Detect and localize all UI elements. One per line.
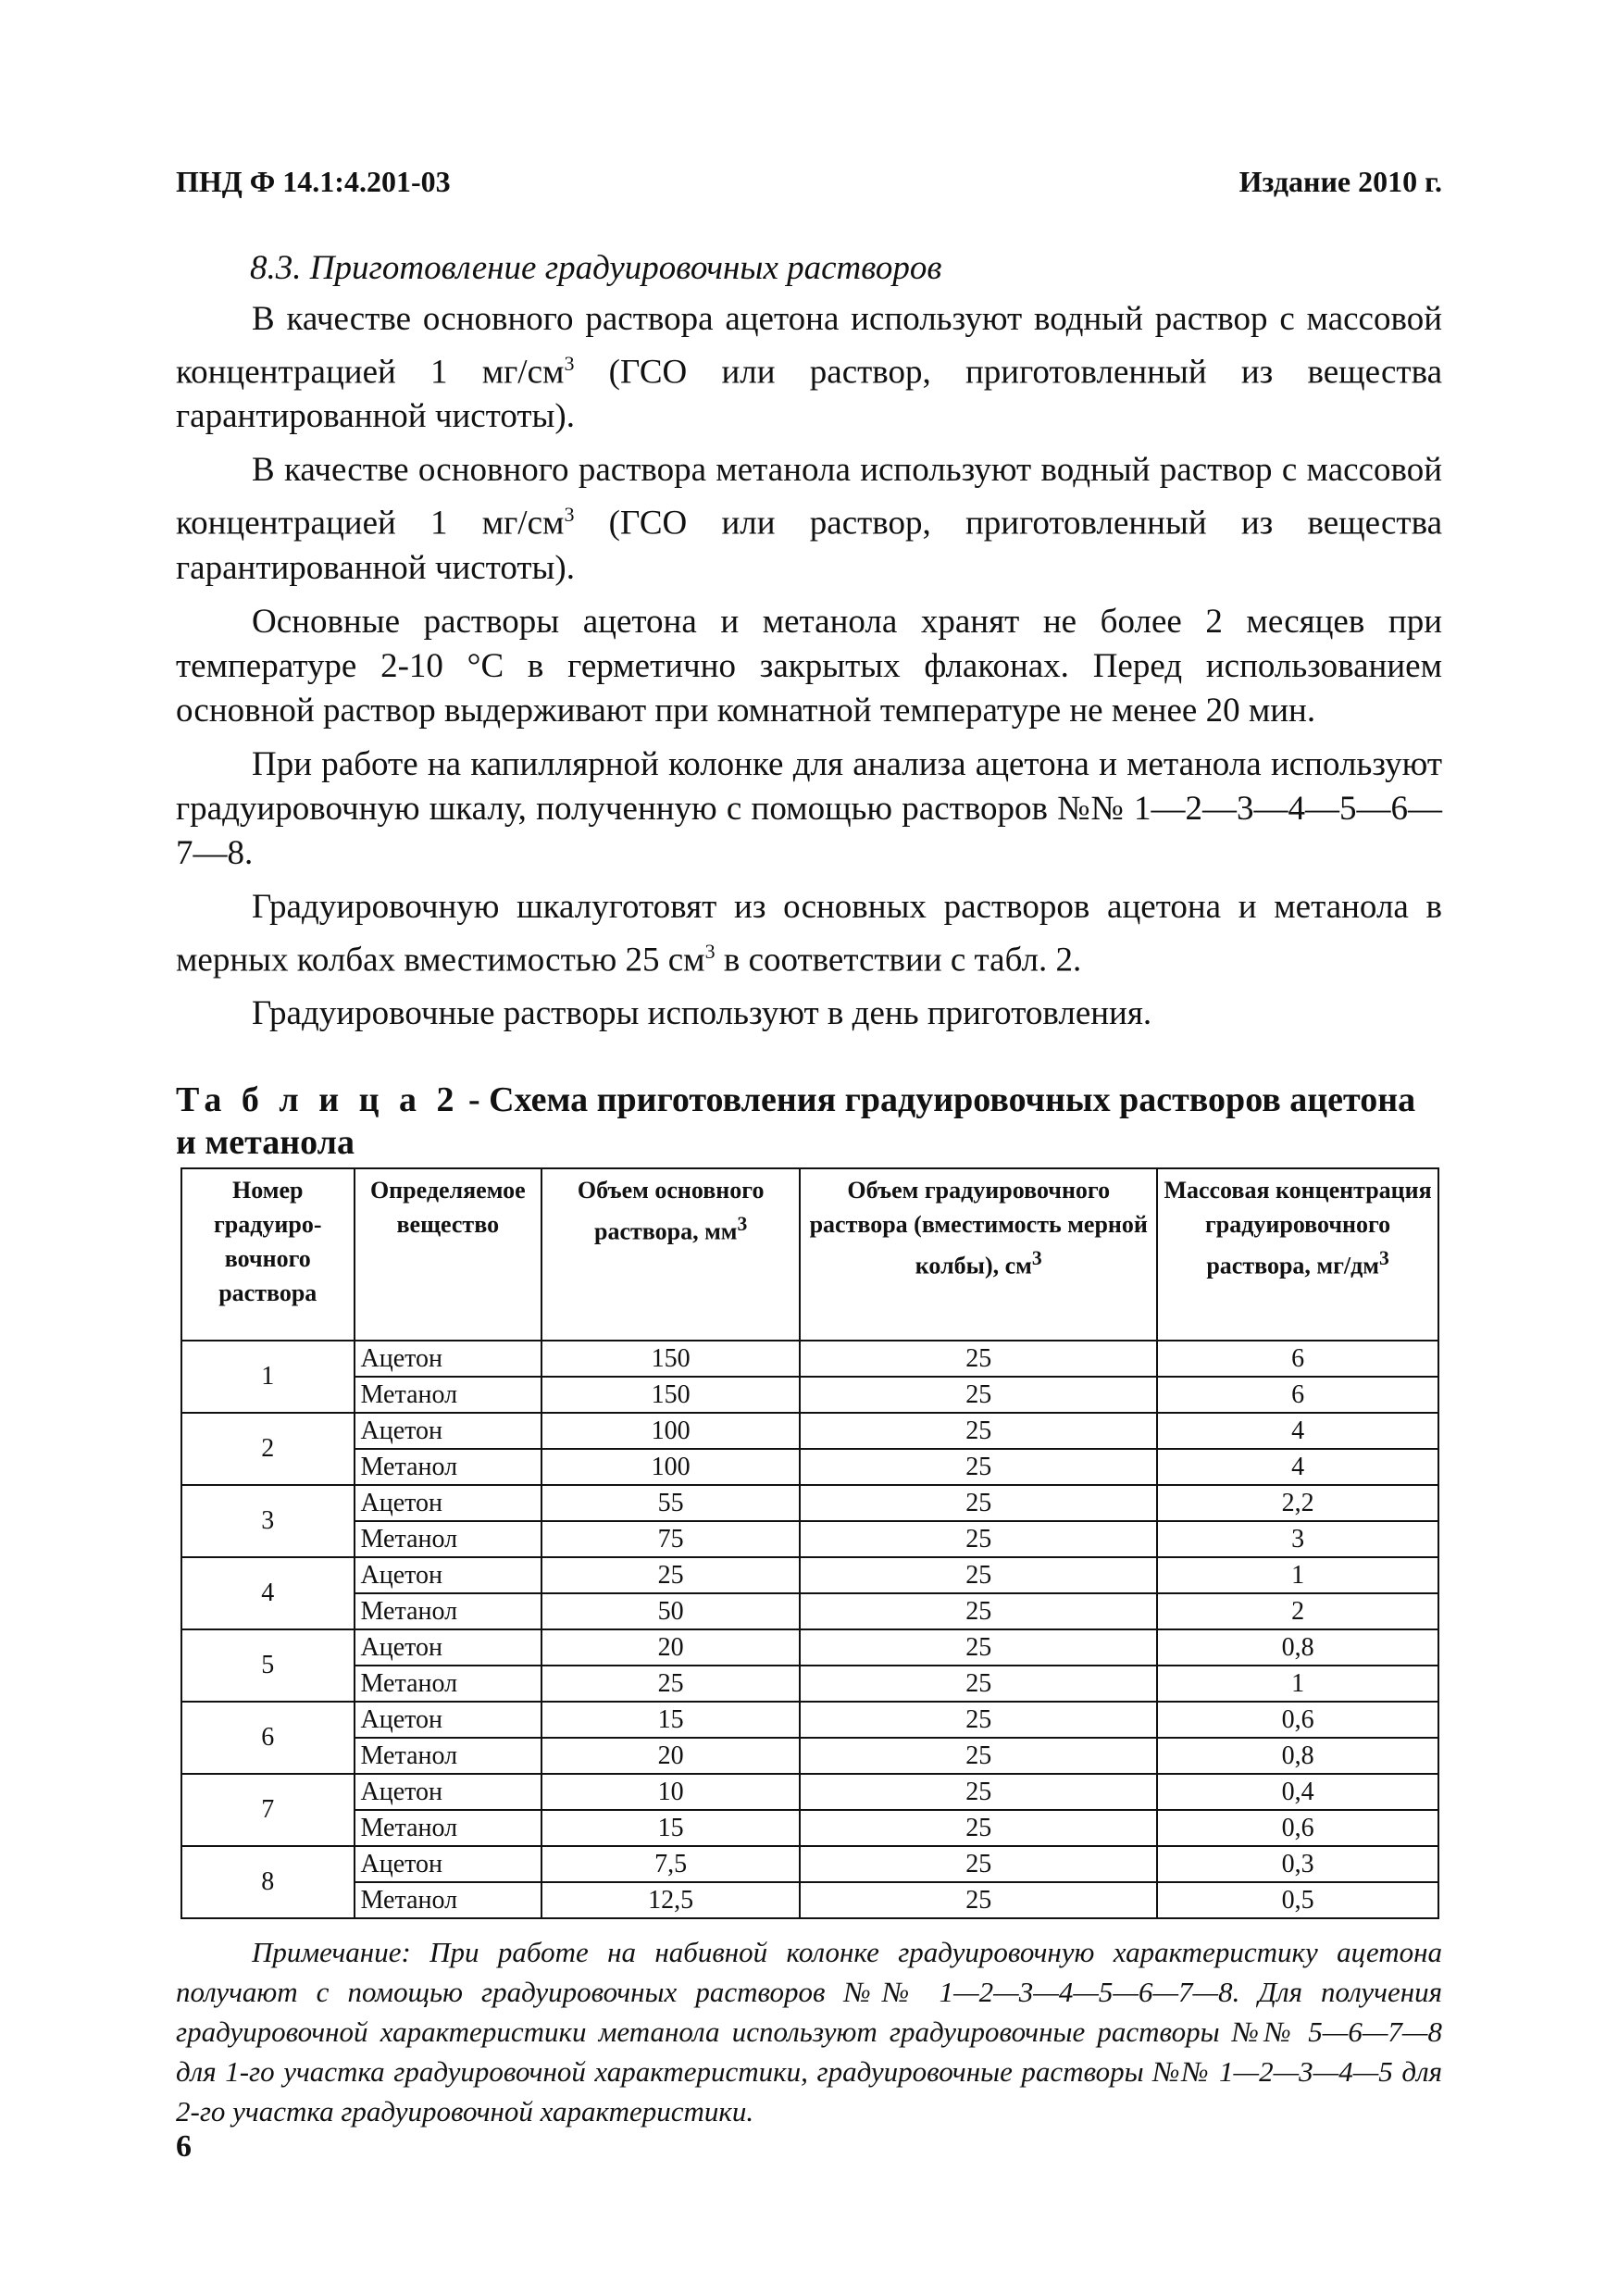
cell-concentration: 2,2 <box>1157 1485 1438 1521</box>
cell-flask-volume: 25 <box>800 1593 1157 1629</box>
table-row <box>181 1846 1438 1882</box>
paragraph-storage: Основные растворы ацетона и метанола хранят не более 2 месяцев при температуре 2-10 °С в герметично закрытых флаконах. Перед использованием основной раствор выдерживают при комнатной температуре не менее 20 мин. <box>176 602 1442 730</box>
table-row <box>181 1449 1438 1485</box>
table-row <box>181 1341 1438 1377</box>
table-row <box>181 1557 1438 1593</box>
edition-label: Издание 2010 г. <box>1238 165 1442 198</box>
cell-flask-volume: 25 <box>800 1666 1157 1702</box>
cell-concentration: 0,3 <box>1157 1846 1438 1882</box>
cell-flask-volume: 25 <box>800 1738 1157 1774</box>
paragraph-methanol-stock: В качестве основного раствора метанола используют водный раствор с массовой концентрацией 1 $мг/см^3$ (ГСО или раствор, приготовленный из вещества гарантированной чистоты). <box>176 451 1442 587</box>
cell-concentration: 6 <box>1157 1377 1438 1413</box>
cell-concentration: 0,5 <box>1157 1882 1438 1918</box>
cell-solution-number: 8 <box>181 1846 355 1918</box>
table-note: Примечание: При работе на набивной колонке градуировочную характеристику ацетона получают с помощью градуировочных растворов №№ 1—2—3—4—5—6—7—8. Для получения градуировочной характеристики метанола используют градуировочные растворы №№ 5—6—7—8 для 1-го участка градуировочной характеристики, градуировочные растворы №№ 1—2—3—4—5 для 2-го участка градуировочной характеристики. <box>176 1935 1442 2128</box>
cell-flask-volume: 25 <box>800 1449 1157 1485</box>
cell-flask-volume: 25 <box>800 1629 1157 1666</box>
cell-concentration: 4 <box>1157 1449 1438 1485</box>
cell-concentration: 0,6 <box>1157 1810 1438 1846</box>
table-header-row <box>181 1168 1438 1341</box>
cell-flask-volume: 25 <box>800 1882 1157 1918</box>
table-row <box>181 1774 1438 1810</box>
table-row <box>181 1738 1438 1774</box>
paragraph-usage: Градуировочные растворы используют в день приготовления. <box>252 993 1152 1032</box>
table-row <box>181 1413 1438 1449</box>
cell-substance: Ацетон <box>355 1774 542 1810</box>
cell-stock-volume: 25 <box>541 1666 800 1702</box>
cell-flask-volume: 25 <box>800 1846 1157 1882</box>
cell-substance: Метанол <box>355 1666 542 1702</box>
cell-flask-volume: 25 <box>800 1557 1157 1593</box>
cell-concentration: 2 <box>1157 1593 1438 1629</box>
cell-substance: Ацетон <box>355 1557 542 1593</box>
cell-flask-volume: 25 <box>800 1810 1157 1846</box>
cell-stock-volume: 15 <box>541 1702 800 1738</box>
cell-substance: Метанол <box>355 1593 542 1629</box>
calibration-table <box>180 1167 1439 1919</box>
cell-flask-volume: 25 <box>800 1377 1157 1413</box>
section-title: 8.3. Приготовление градуировочных растворов <box>250 249 942 287</box>
cell-solution-number: 4 <box>181 1557 355 1629</box>
cell-flask-volume: 25 <box>800 1485 1157 1521</box>
cell-stock-volume: 15 <box>541 1810 800 1846</box>
cell-substance: Ацетон <box>355 1485 542 1521</box>
cell-concentration: 0,4 <box>1157 1774 1438 1810</box>
header-substance: Определяемое вещество <box>355 1168 542 1341</box>
table-row <box>181 1485 1438 1521</box>
cell-substance: Метанол <box>355 1449 542 1485</box>
cell-flask-volume: 25 <box>800 1774 1157 1810</box>
paragraph-scale: Градуировочную шкалуготовят из основных растворов ацетона и метанола в мерных колбах вместимостью 25 $см^3$ в соответствии с табл. 2. <box>176 887 1442 979</box>
page-content <box>176 248 1442 2131</box>
cell-stock-volume: 20 <box>541 1629 800 1666</box>
header-flask-volume: Объем градуировочного раствора (вместимость мерной колбы), $см^3$ <box>800 1168 1157 1341</box>
cell-stock-volume: 55 <box>541 1485 800 1521</box>
cell-stock-volume: 50 <box>541 1593 800 1629</box>
paragraph-capillary: При работе на капиллярной колонке для анализа ацетона и метанола используют градуировочную шкалу, полученную с помощью растворов №№ 1—2—3—4—5—6—7—8. <box>176 744 1442 872</box>
table-row <box>181 1810 1438 1846</box>
cell-concentration: 1 <box>1157 1666 1438 1702</box>
document-code: ПНД Ф 14.1:4.201-03 <box>176 165 451 198</box>
cell-substance: Метанол <box>355 1810 542 1846</box>
header-concentration: Массовая концентрация градуировочного раствора, $мг/дм^3$ <box>1157 1168 1438 1341</box>
table-row <box>181 1521 1438 1557</box>
paragraph-acetone-stock: В качестве основного раствора ацетона используют водный раствор с массовой концентрацией 1 $мг/см^3$ (ГСО или раствор, приготовленный из вещества гарантированной чистоты). <box>176 300 1442 436</box>
cell-concentration: 3 <box>1157 1521 1438 1557</box>
cell-stock-volume: 100 <box>541 1449 800 1485</box>
table-caption: Та б л и ц а 2 - Схема приготовления градуировочных растворов ацетона и метанола <box>176 1079 1416 1162</box>
header-stock-volume: Объем основного раствора, $мм^3$ <box>541 1168 800 1341</box>
cell-stock-volume: 150 <box>541 1341 800 1377</box>
cell-substance: Метанол <box>355 1738 542 1774</box>
cell-flask-volume: 25 <box>800 1702 1157 1738</box>
cell-substance: Метанол <box>355 1521 542 1557</box>
cell-substance: Ацетон <box>355 1413 542 1449</box>
cell-solution-number: 1 <box>181 1341 355 1413</box>
cell-solution-number: 5 <box>181 1629 355 1702</box>
cell-stock-volume: 25 <box>541 1557 800 1593</box>
cell-stock-volume: 150 <box>541 1377 800 1413</box>
cell-stock-volume: 12,5 <box>541 1882 800 1918</box>
page-number: 6 <box>176 2129 192 2164</box>
cell-concentration: 0,8 <box>1157 1629 1438 1666</box>
table-row <box>181 1702 1438 1738</box>
cell-stock-volume: 20 <box>541 1738 800 1774</box>
cell-solution-number: 7 <box>181 1774 355 1846</box>
header-solution-number: Номер градуиро-вочного раствора <box>181 1168 355 1341</box>
cell-solution-number: 2 <box>181 1413 355 1485</box>
cell-substance: Метанол <box>355 1377 542 1413</box>
cell-flask-volume: 25 <box>800 1341 1157 1377</box>
cell-stock-volume: 10 <box>541 1774 800 1810</box>
cell-substance: Ацетон <box>355 1629 542 1666</box>
cell-concentration: 1 <box>1157 1557 1438 1593</box>
cell-stock-volume: 75 <box>541 1521 800 1557</box>
cell-concentration: 6 <box>1157 1341 1438 1377</box>
cell-flask-volume: 25 <box>800 1413 1157 1449</box>
cell-solution-number: 6 <box>181 1702 355 1774</box>
table-body <box>181 1341 1438 1918</box>
cell-flask-volume: 25 <box>800 1521 1157 1557</box>
cell-substance: Ацетон <box>355 1702 542 1738</box>
table-row <box>181 1882 1438 1918</box>
page-header <box>176 165 1442 220</box>
cell-stock-volume: 7,5 <box>541 1846 800 1882</box>
cell-substance: Ацетон <box>355 1846 542 1882</box>
cell-concentration: 0,6 <box>1157 1702 1438 1738</box>
cell-concentration: 4 <box>1157 1413 1438 1449</box>
cell-substance: Ацетон <box>355 1341 542 1377</box>
cell-solution-number: 3 <box>181 1485 355 1557</box>
table-row <box>181 1377 1438 1413</box>
cell-stock-volume: 100 <box>541 1413 800 1449</box>
table-row <box>181 1593 1438 1629</box>
cell-substance: Метанол <box>355 1882 542 1918</box>
table-row <box>181 1666 1438 1702</box>
cell-concentration: 0,8 <box>1157 1738 1438 1774</box>
table-row <box>181 1629 1438 1666</box>
